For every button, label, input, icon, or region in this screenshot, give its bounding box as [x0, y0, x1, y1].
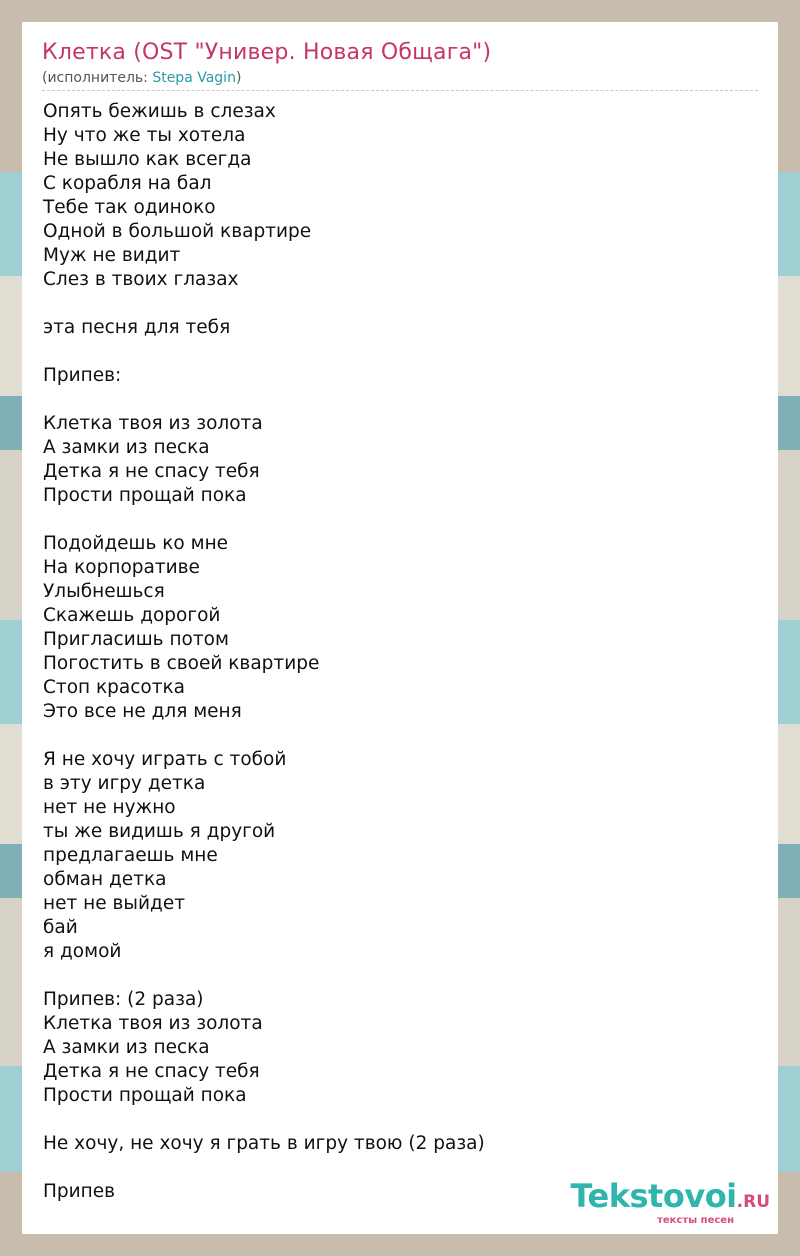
lyric-line: Клетка твоя из золота [43, 1013, 263, 1034]
lyric-line [43, 292, 759, 316]
lyric-line: Муж не видит [43, 245, 181, 266]
lyric-line [43, 388, 759, 412]
lyric-line: Пригласишь потом [43, 629, 229, 650]
lyric-line: в эту игру детка [43, 773, 206, 794]
site-logo[interactable] [570, 1179, 770, 1226]
lyric-line: Детка я не спасу тебя [43, 461, 260, 482]
lyric-line: А замки из песка [43, 437, 210, 458]
lyric-line: Тебе так одиноко [43, 197, 216, 218]
lyric-line: Припев: [43, 365, 122, 386]
lyric-line: Не вышло как всегда [43, 149, 252, 170]
lyric-line: Это все не для меня [43, 701, 242, 722]
lyric-line: Подойдешь ко мне [43, 533, 229, 554]
title-divider [42, 90, 758, 91]
lyric-line: Я не хочу играть с тобой [43, 749, 287, 770]
lyric-line: бай [43, 917, 78, 938]
lyric-line: эта песня для тебя [43, 317, 231, 338]
lyric-line [43, 724, 759, 748]
lyric-line: Слез в твоих глазах [43, 269, 239, 290]
lyric-line: Улыбнешься [43, 581, 165, 602]
logo-wordmark [570, 1179, 770, 1219]
lyric-line [43, 964, 759, 988]
lyric-line: нет не выйдет [43, 893, 185, 914]
lyric-line: Скажешь дорогой [43, 605, 221, 626]
lyric-line: предлагаешь мне [43, 845, 218, 866]
lyric-line: нет не нужно [43, 797, 176, 818]
song-title: Клетка (OST "Универ. Новая Общага") [42, 40, 492, 65]
lyric-line: Погостить в своей квартире [43, 653, 320, 674]
lyric-line: ты же видишь я другой [43, 821, 276, 842]
logo-tagline: тексты песен [657, 1215, 734, 1226]
lyric-line [43, 508, 759, 532]
lyric-line: Одной в большой квартире [43, 221, 312, 242]
lyric-line: На корпоративе [43, 557, 200, 578]
lyric-line: Прости прощай пока [43, 1085, 247, 1106]
lyric-line: Стоп красотка [43, 677, 186, 698]
lyric-line: А замки из песка [43, 1037, 210, 1058]
artist-prefix: (исполнитель: [42, 70, 153, 86]
artist-link[interactable]: Stepa Vagin [152, 70, 236, 86]
lyrics-body [43, 100, 759, 1204]
lyric-line: Опять бежишь в слезах [43, 101, 276, 122]
lyric-line [43, 1108, 759, 1132]
lyric-line: Не хочу, не хочу я грать в игру твою (2 раза) [43, 1133, 485, 1154]
lyric-line [43, 340, 759, 364]
lyric-line: Клетка твоя из золота [43, 413, 263, 434]
lyric-line: Детка я не спасу тебя [43, 1061, 260, 1082]
lyric-line: я домой [43, 941, 122, 962]
lyric-line: Припев: (2 раза) [43, 989, 204, 1010]
lyrics-card [22, 22, 778, 1234]
lyric-line: Припев [43, 1181, 116, 1202]
artist-suffix: ) [235, 70, 242, 86]
logo-tld: .RU [736, 1192, 770, 1212]
lyric-line: Ну что же ты хотела [43, 125, 246, 146]
lyric-line: С корабля на бал [43, 173, 212, 194]
lyric-line: обман детка [43, 869, 167, 890]
artist-line [42, 70, 241, 86]
lyric-line: Прости прощай пока [43, 485, 247, 506]
logo-name: Tekstovoi [570, 1177, 737, 1215]
